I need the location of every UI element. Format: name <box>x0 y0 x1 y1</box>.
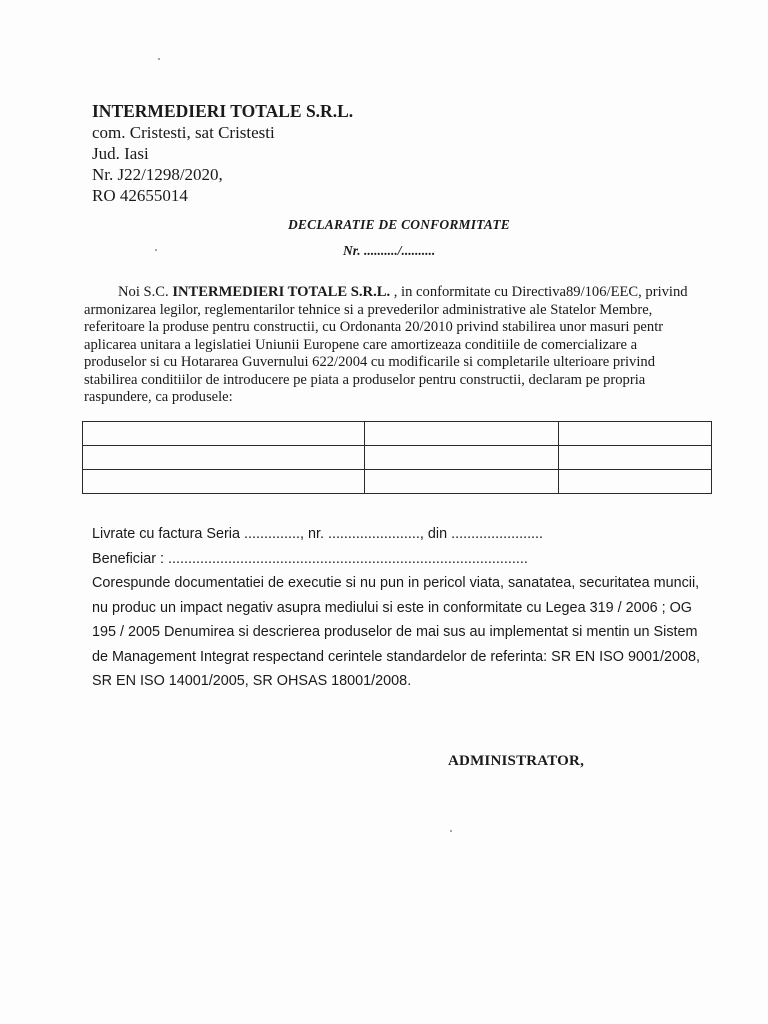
table-cell <box>365 470 559 494</box>
signature-role: ADMINISTRATOR, <box>448 753 585 769</box>
intro-company: INTERMEDIERI TOTALE S.R.L. <box>172 284 391 300</box>
intro-first-line <box>84 284 724 302</box>
declaration-title: DECLARATIE DE CONFORMITATE <box>287 217 510 232</box>
table-cell <box>559 470 712 494</box>
intro-prefix: Noi S.C. <box>118 284 173 300</box>
declaration-footer <box>92 522 700 694</box>
compliance-line: Corespunde documentatiei de executie si nu pun in pericol viata, sanatatea, securitatea muncii, <box>92 575 700 591</box>
scan-speck <box>158 58 160 60</box>
company-registration: Nr. J22/1298/2020, <box>92 165 223 184</box>
table-row <box>83 446 712 470</box>
invoice-line: Livrate cu factura Seria .............., nr. ......................., din ....................... <box>92 526 544 542</box>
company-county: Jud. Iasi <box>92 144 149 163</box>
company-fiscal-code: RO 42655014 <box>92 186 188 205</box>
beneficiary-line: Beneficiar : .......................................................................................... <box>92 550 528 567</box>
table-cell <box>83 422 365 446</box>
table-row <box>83 422 712 446</box>
intro-line: referitoare la produse pentru constructii, cu Ordonanta 20/2010 privind stabilirea unor masuri pentr <box>84 319 664 335</box>
company-address: com. Cristesti, sat Cristesti <box>92 123 275 142</box>
declaration-title-wrap <box>0 217 768 233</box>
company-header <box>92 101 353 206</box>
compliance-line: nu produc un impact negativ asupra mediului si este in conformitate cu Legea 319 / 2006 ; OG <box>92 599 692 616</box>
products-table <box>82 421 712 494</box>
declaration-number: Nr. ........../.......... <box>343 243 436 258</box>
table-cell <box>83 470 365 494</box>
compliance-line: 195 / 2005 Denumirea si descrierea produselor de mai sus au implementat si mentin un Sistem <box>92 624 698 640</box>
intro-line: armonizarea legilor, reglementarilor tehnice si a prevederilor administrative ale Statelor Membre, <box>84 301 653 318</box>
table-row <box>83 470 712 494</box>
scan-speck <box>155 249 157 251</box>
compliance-line: de Management Integrat respectand cerintele standardelor de referinta: SR EN ISO 9001/2008, <box>92 648 700 665</box>
intro-line: stabilirea conditiilor de introducere pe piata a produselor pentru constructii, declaram pe propria <box>84 371 646 388</box>
compliance-line: SR EN ISO 14001/2005, SR OHSAS 18001/2008. <box>92 673 412 689</box>
table-cell <box>83 446 365 470</box>
declaration-intro <box>84 284 724 407</box>
table-cell <box>559 446 712 470</box>
table-cell <box>559 422 712 446</box>
intro-line: aplicarea unitara a legislatiei Uniunii Europene care amortizeaza conditiile de comercializare a <box>84 336 638 353</box>
scan-speck <box>450 830 452 832</box>
intro-line: raspundere, ca produsele: <box>84 389 233 405</box>
intro-line1-rest: , in conformitate cu Directiva89/106/EEC, privind <box>390 284 688 300</box>
table-cell <box>365 422 559 446</box>
intro-line: produselor si cu Hotararea Guvernului 622/2004 cu modificarile si completarile ulterioare privind <box>84 354 656 370</box>
company-name: INTERMEDIERI TOTALE S.R.L. <box>92 101 354 121</box>
table-cell <box>365 446 559 470</box>
